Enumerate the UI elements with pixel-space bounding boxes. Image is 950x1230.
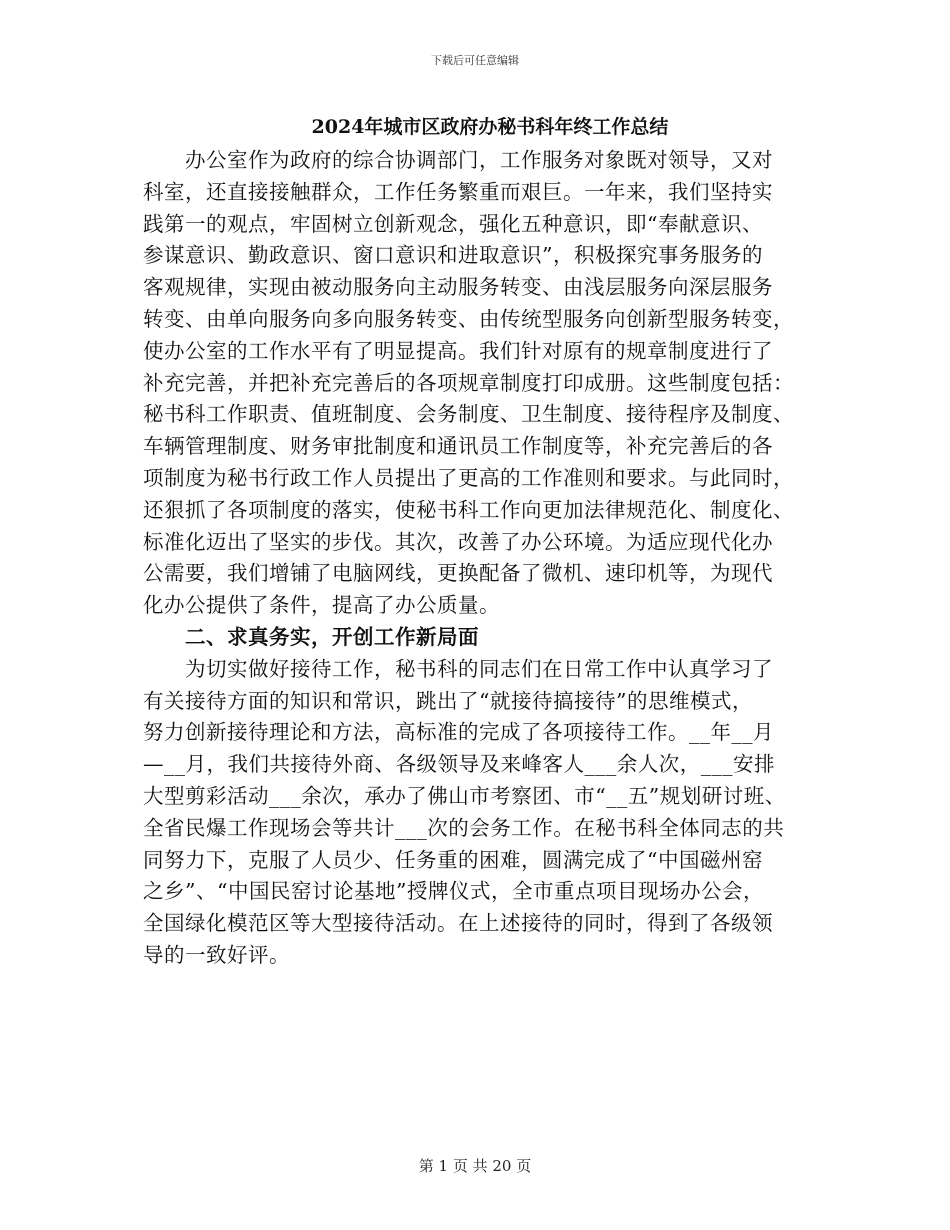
paragraph-line: 努力创新接待理论和方法，高标准的完成了各项接待工作。__年__月	[143, 720, 774, 745]
document-body	[143, 145, 823, 972]
paragraph-line: 践第一的观点，牢固树立创新观念，强化五种意识，即“奉献意识、	[143, 211, 763, 236]
paragraph-line: 转变、由单向服务向多向服务转变、由传统型服务向创新型服务转变，	[143, 306, 794, 331]
paragraph-line: 标准化迈出了坚实的步伐。其次，改善了办公环境。为适应现代化办	[143, 529, 773, 554]
paragraph-line: 导的一致好评。	[143, 942, 290, 967]
paragraph-line: 同努力下，克服了人员少、任务重的困难，圆满完成了“中国磁州窑	[143, 847, 763, 872]
paragraph-line: 办公室作为政府的综合协调部门，工作服务对象既对领导，又对	[185, 148, 773, 172]
paragraph-line: 补充完善，并把补充完善后的各项规章制度打印成册。这些制度包括：	[143, 370, 794, 395]
paragraph-line: —__月，我们共接待外商、各级领导及来峰客人___余人次，___安排	[143, 752, 775, 777]
paragraph-line: 客观规律，实现由被动服务向主动服务转变、由浅层服务向深层服务	[143, 275, 773, 300]
paragraph-line: 使办公室的工作水平有了明显提高。我们针对原有的规章制度进行了	[143, 338, 773, 363]
paragraph-line: 有关接待方面的知识和常识，跳出了“就接待搞接待”的思维模式，	[143, 688, 753, 713]
paragraph-line: 项制度为秘书行政工作人员提出了更高的工作准则和要求。与此同时，	[143, 465, 794, 490]
paragraph-line: 化办公提供了条件，提高了办公质量。	[143, 593, 500, 618]
paragraph-line: 秘书科工作职责、值班制度、会务制度、卫生制度、接待程序及制度、	[143, 402, 794, 427]
page-number: 第 1 页 共 20 页	[418, 1157, 532, 1175]
section-heading: 二、求真务实，开创工作新局面	[185, 624, 479, 649]
paragraph-line: 公需要，我们增铺了电脑网线，更换配备了微机、速印机等，为现代	[143, 561, 773, 586]
paragraph-line: 参谋意识、勤政意识、窗口意识和进取意识”，积极探究事务服务的	[143, 243, 763, 268]
paragraph-line: 之乡”、“中国民窑讨论基地”授牌仪式，全市重点项目现场办公会，	[143, 879, 764, 904]
paragraph-line: 还狠抓了各项制度的落实，使秘书科工作向更加法律规范化、制度化、	[143, 497, 794, 522]
document-title: 2024年城市区政府办秘书科年终工作总结	[311, 116, 669, 138]
paragraph-line: 大型剪彩活动___余次，承办了佛山市考察团、市“__五”规划研讨班、	[143, 783, 786, 808]
page-header-note: 下载后可任意编辑	[431, 54, 519, 67]
paragraph-line: 车辆管理制度、财务审批制度和通讯员工作制度等，补充完善后的各	[143, 434, 773, 459]
paragraph-line: 为切实做好接待工作，秘书科的同志们在日常工作中认真学习了	[185, 656, 773, 681]
paragraph-line: 全国绿化模范区等大型接待活动。在上述接待的同时，得到了各级领	[143, 911, 773, 936]
paragraph-line: 全省民爆工作现场会等共计___次的会务工作。在秘书科全体同志的共	[143, 815, 785, 840]
paragraph-line: 科室，还直接接触群众，工作任务繁重而艰巨。一年来，我们坚持实	[143, 179, 773, 204]
